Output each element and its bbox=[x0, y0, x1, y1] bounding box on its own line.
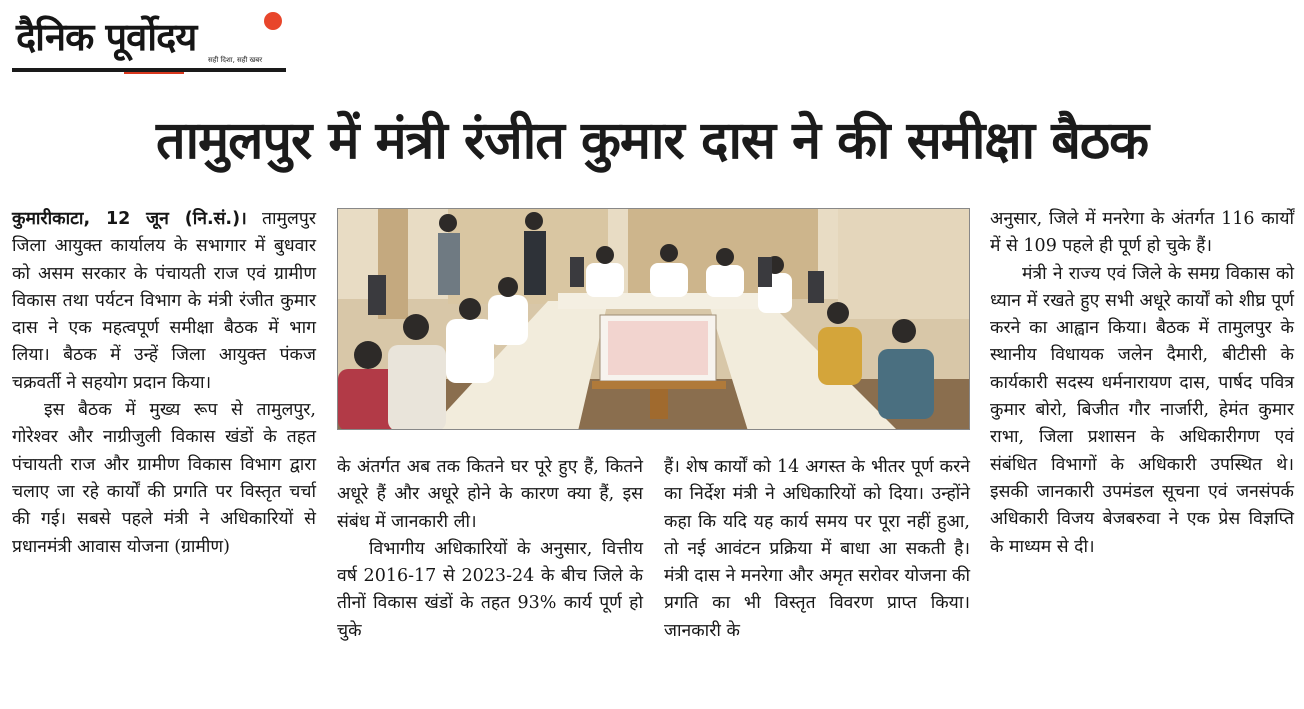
masthead-logo-dot bbox=[264, 12, 282, 30]
article-column-4 bbox=[990, 206, 1294, 561]
article-paragraph bbox=[12, 206, 316, 397]
article-column-1 bbox=[12, 206, 316, 561]
newspaper-name: दैनिक पूर्वोदय bbox=[16, 15, 197, 59]
dateline: कुमारीकाटा, 12 जून (नि.सं.)। bbox=[12, 209, 247, 229]
article-paragraph: अनुसार, जिले में मनरेगा के अंतर्गत 116 कार्यों में से 109 पहले ही पूर्ण हो चुके हैं। bbox=[990, 209, 1294, 257]
article-paragraph: के अंतर्गत अब तक कितने घर पूरे हुए हैं, कितने अधूरे हैं और अधूरे होने के कारण क्या हैं, इस संबंध में जानकारी ली। bbox=[337, 457, 643, 532]
article-paragraph: मंत्री ने राज्य एवं जिले के समग्र विकास को ध्यान में रखते हुए सभी अधूरे कार्यों को शीघ्र पूर्ण करने का आह्वान किया। बैठक में तामुलपुर के स्थानीय विधायक जलेन दैमारी, बीटीसी के कार्यकारी सदस्य धर्मनारायण दास, पार्षद पवित्र कुमार बोरो, बिजीत गौर नार्जारी, हेमंत कुमार राभा, जिला प्रशासन के अधिकारीगण एवं संबंधित विभागों के अधिकारी उपस्थित थे। इसकी जानकारी उपमंडल सूचना एवं जनसंपर्क अधिकारी विजय बेजबरुवा ने एक प्रेस विज्ञप्ति के माध्यम से दी। bbox=[990, 263, 1294, 557]
paragraph-text: तामुलपुर जिला आयुक्त कार्यालय के सभागार में बुधवार को असम सरकार के पंचायती राज एवं ग्रामीण विकास तथा पर्यटन विभाग के मंत्री रंजीत कुमार दास ने एक महत्वपूर्ण समीक्षा बैठक में भाग लिया। बैठक में उन्हें जिला आयुक्त पंकज चक्रवर्ती ने सहयोग प्रदान किया। bbox=[12, 209, 316, 393]
article-paragraph: हैं। शेष कार्यों को 14 अगस्त के भीतर पूर्ण करने का निर्देश मंत्री ने अधिकारियों को दिया। उन्होंने कहा कि यदि यह कार्य समय पर पूरा नहीं हुआ, तो नई आवंटन प्रक्रिया में बाधा आ सकती है। मंत्री दास ने मनरेगा और अमृत सरोवर योजना की प्रगति का भी विस्तृत विवरण प्राप्त किया। जानकारी के bbox=[664, 457, 970, 641]
article-column-3 bbox=[664, 454, 970, 645]
meeting-photo-illustration bbox=[338, 209, 970, 430]
article-column-2 bbox=[337, 454, 643, 645]
meeting-photo bbox=[337, 208, 970, 430]
masthead-accent-line bbox=[124, 72, 184, 74]
article-headline: तामुलपुर में मंत्री रंजीत कुमार दास ने की समीक्षा बैठक bbox=[155, 111, 1149, 171]
article-paragraph: विभागीय अधिकारियों के अनुसार, वित्तीय वर्ष 2016-17 से 2023-24 के बीच जिले के तीनों विकास खंडों के तहत 93% कार्य पूर्ण हो चुके bbox=[337, 538, 643, 641]
newspaper-masthead bbox=[12, 6, 286, 72]
masthead-tagline: सही दिशा, सही खबर bbox=[208, 56, 263, 64]
article-paragraph: इस बैठक में मुख्य रूप से तामुलपुर, गोरेश्वर और नाग्रीजुली विकास खंडों के तहत पंचायती राज और ग्रामीण विकास विभाग द्वारा चलाए जा रहे कार्यों की प्रगति पर विस्तृत चर्चा की गई। सबसे पहले मंत्री ने अधिकारियों से प्रधानमंत्री आवास योजना (ग्रामीण) bbox=[12, 400, 316, 557]
